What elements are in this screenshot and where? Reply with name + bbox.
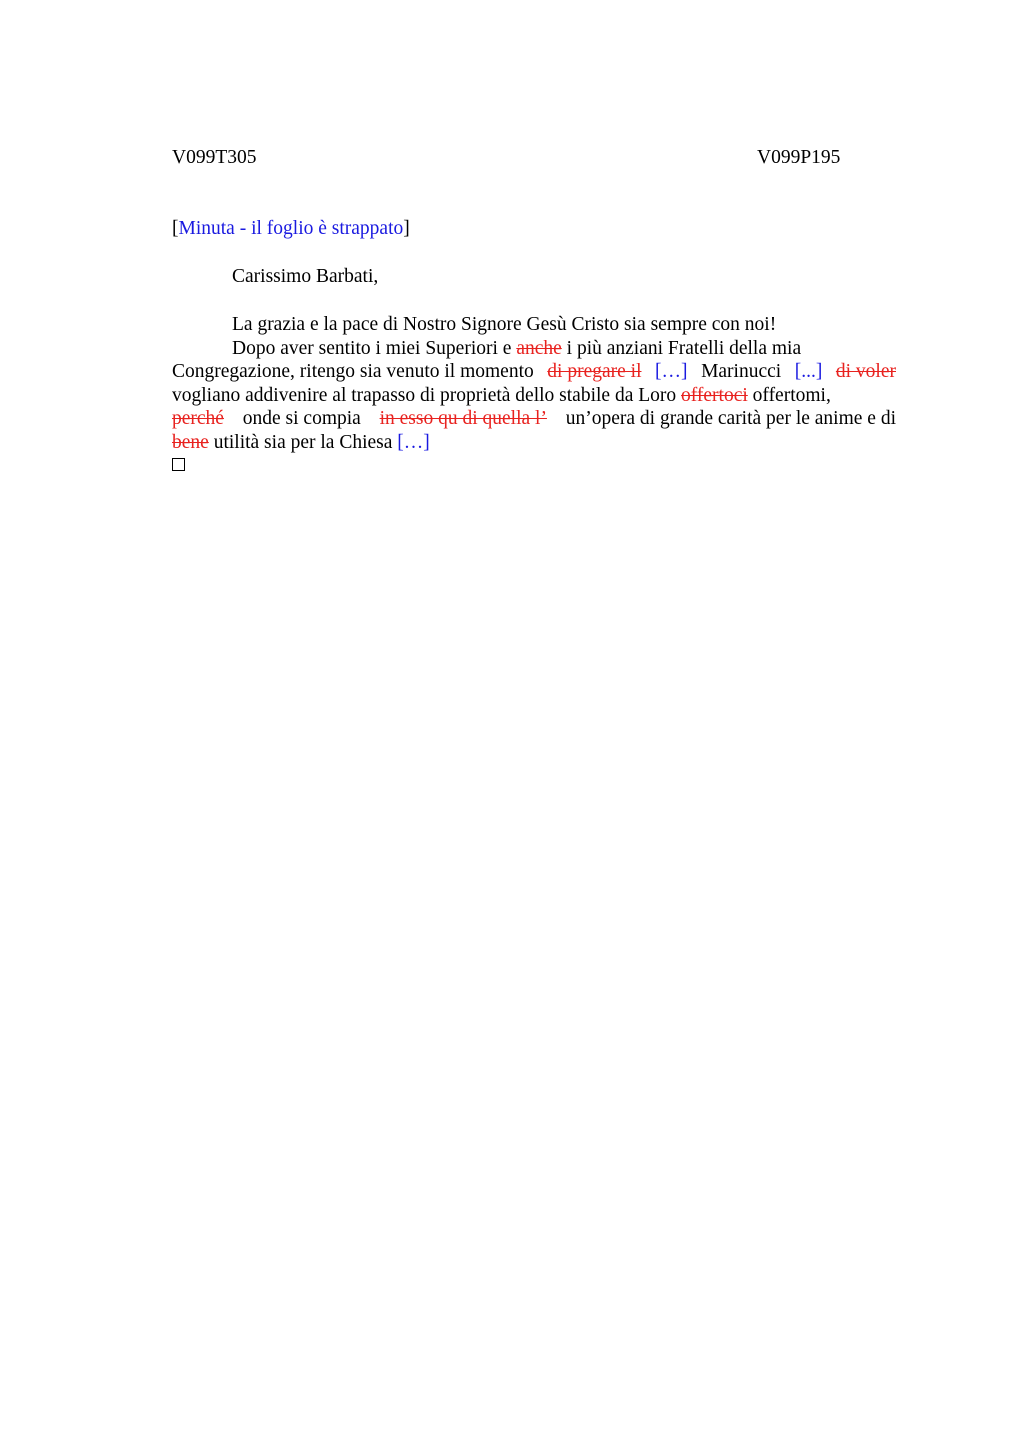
deleted-text: di voler <box>835 361 896 382</box>
text-segment: Dopo aver sentito i miei Superiori e <box>232 337 512 359</box>
deleted-text: offertoci <box>681 384 748 406</box>
bracket-close: ] <box>403 218 410 239</box>
document-code-left: V099T305 <box>172 147 257 168</box>
letter-body <box>172 313 896 454</box>
bracket-open: [ <box>172 218 179 239</box>
deleted-text: anche <box>516 337 562 359</box>
salutation: Carissimo Barbati, <box>232 266 379 287</box>
paragraph-line <box>172 384 896 408</box>
deleted-text: di pregare il <box>547 361 642 382</box>
text-segment: offertomi, <box>752 384 831 406</box>
checkbox-square-icon <box>172 458 185 471</box>
paragraph-line <box>172 360 896 384</box>
text-segment: Marinucci <box>701 361 782 382</box>
text-segment: un’opera di grande carità per le anime e di <box>565 408 896 429</box>
text-segment: i più anziani Fratelli della mia <box>566 337 802 359</box>
editorial-note-text: Minuta - il foglio è strappato <box>178 218 404 239</box>
paragraph-greeting: La grazia e la pace di Nostro Signore Gesù Cristo sia sempre con noi! <box>232 314 777 335</box>
deleted-text: bene <box>172 431 209 453</box>
paragraph-line <box>172 431 896 455</box>
lacuna-marker: […] <box>397 431 430 453</box>
text-segment: onde si compia <box>242 408 361 429</box>
deleted-text: in esso qu di quella l’ <box>379 408 547 429</box>
editorial-note <box>172 217 410 241</box>
text-segment: utilità sia per la Chiesa <box>213 431 393 453</box>
paragraph-line <box>172 337 896 361</box>
paragraph-line <box>172 407 896 431</box>
text-segment: vogliano addivenire al trapasso di proprietà dello stabile da Loro <box>172 384 677 406</box>
deleted-text: perché <box>172 408 224 429</box>
lacuna-marker: […] <box>655 361 688 382</box>
document-code-right: V099P195 <box>757 147 841 168</box>
lacuna-marker: [...] <box>794 361 823 382</box>
text-segment: Congregazione, ritengo sia venuto il momento <box>172 361 534 382</box>
